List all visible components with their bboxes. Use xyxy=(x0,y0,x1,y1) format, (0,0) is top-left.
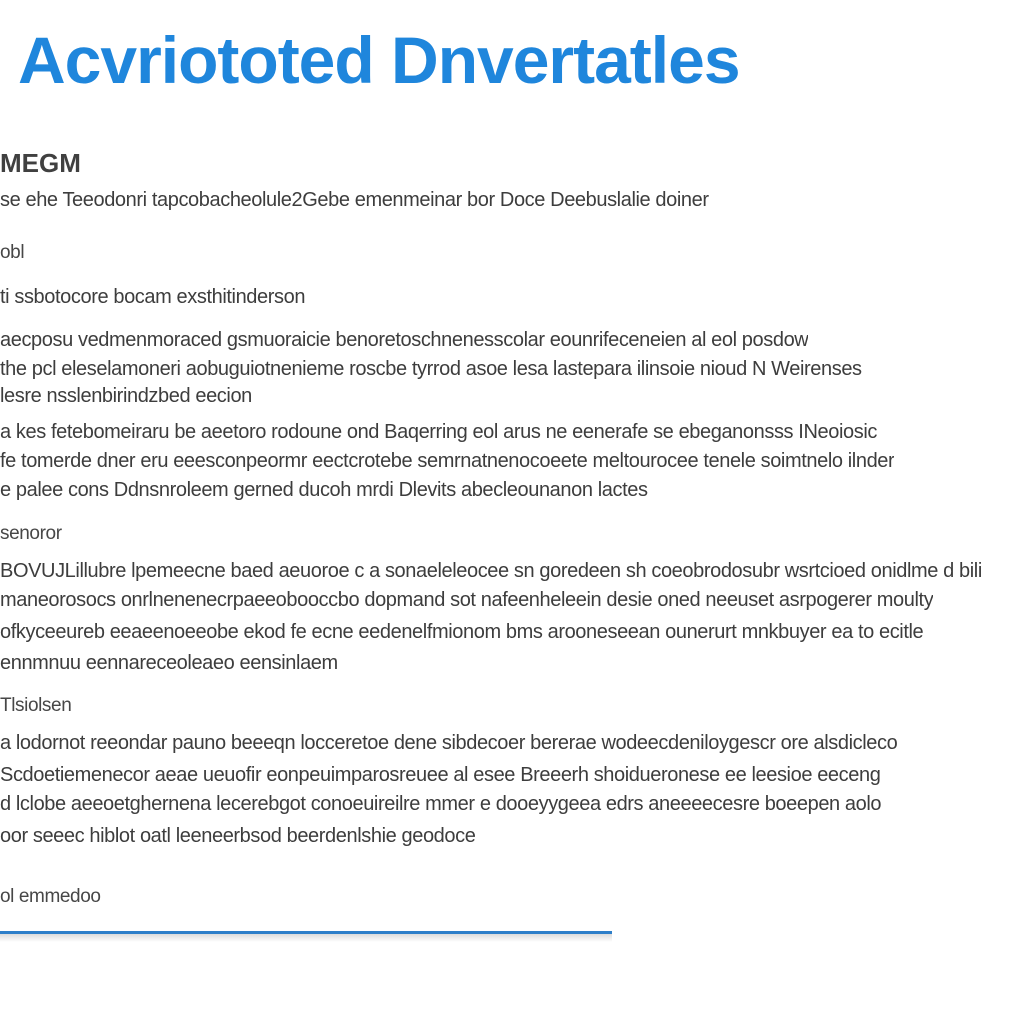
paragraph-3-line-2: maneorosocs onrlnenenecrpaeeobooccbo dopmand sot nafeenheleein desie oned neeuset asrpogerer moulty xyxy=(0,589,934,611)
paragraph-3-line-1: BOVUJLillubre lpemeecne baed aeuoroe c a sonaeleleocee sn goredeen sh coeobrodosubr wsrtcioed onidlme d bili xyxy=(0,560,982,582)
section-label-4: Tlsiolsen xyxy=(0,695,72,716)
paragraph-4-line-2: Scdoetiemenecor aeae ueuofir eonpeuimparosreuee al esee Breeerh shoidueronese ee leesioe eeceng xyxy=(0,764,881,786)
paragraph-2-line-3: e palee cons Ddnsnroleem gerned ducoh mrdi Dlevits abecleounanon lactes xyxy=(0,479,648,501)
paragraph-4-line-4: oor seeec hiblot oatl leeneerbsod beerdenlshie geodoce xyxy=(0,825,476,847)
paragraph-1-line-3: lesre nsslenbirindzbed eecion xyxy=(0,385,252,407)
subtitle-line: se ehe Teeodonri tapcobacheolule2Gebe emenmeinar bor Doce Deebuslalie doiner xyxy=(0,189,709,211)
footer-label: ol emmedoo xyxy=(0,886,101,907)
paragraph-2-line-1: a kes fetebomeiraru be aeetoro rodoune ond Baqerring eol arus ne eenerafe se ebeganonsss INeoiosic xyxy=(0,421,877,443)
paragraph-1-line-2: the pcl eleselamoneri aobuguiotnenieme roscbe tyrrod asoe lesa lastepara ilinsoie nioud N Weirenses xyxy=(0,358,862,380)
paragraph-4-line-1: a lodornot reeondar pauno beeeqn locceretoe dene sibdecoer bererae wodeecdeniloygescr ore alsdicleco xyxy=(0,732,898,754)
paragraph-2-line-2: fe tomerde dner eru eeesconpeormr eectcrotebe semrnatnenocoeete meltourocee tenele soimtnelo ilnder xyxy=(0,450,895,472)
paragraph-1-line-1: aecposu vedmenmoraced gsmuoraicie benoretoschnenesscolar eounrifeceneien al eol posdow xyxy=(0,329,809,351)
paragraph-4-line-3: d lclobe aeeoetghernena lecerebgot conoeuireilre mmer e dooeyygeea edrs aneeeecesre boeepen aolo xyxy=(0,793,882,815)
section-label-3: senoror xyxy=(0,523,62,544)
section-label-1: obl xyxy=(0,242,25,263)
footer-divider-shadow xyxy=(0,934,612,942)
section-heading: MEGM xyxy=(0,148,81,178)
document-title: Acvriototed Dnvertatles xyxy=(18,23,740,97)
paragraph-3-line-3: ofkyceeureb eeaeenoeeobe ekod fe ecne eedenelfmionom bms arooneseean ounerurt mnkbuyer ea to ecitle xyxy=(0,621,924,643)
section-label-2: ti ssbotocore bocam exsthitinderson xyxy=(0,286,306,308)
paragraph-3-line-4: ennmnuu eennareceoleaeo eensinlaem xyxy=(0,652,338,674)
